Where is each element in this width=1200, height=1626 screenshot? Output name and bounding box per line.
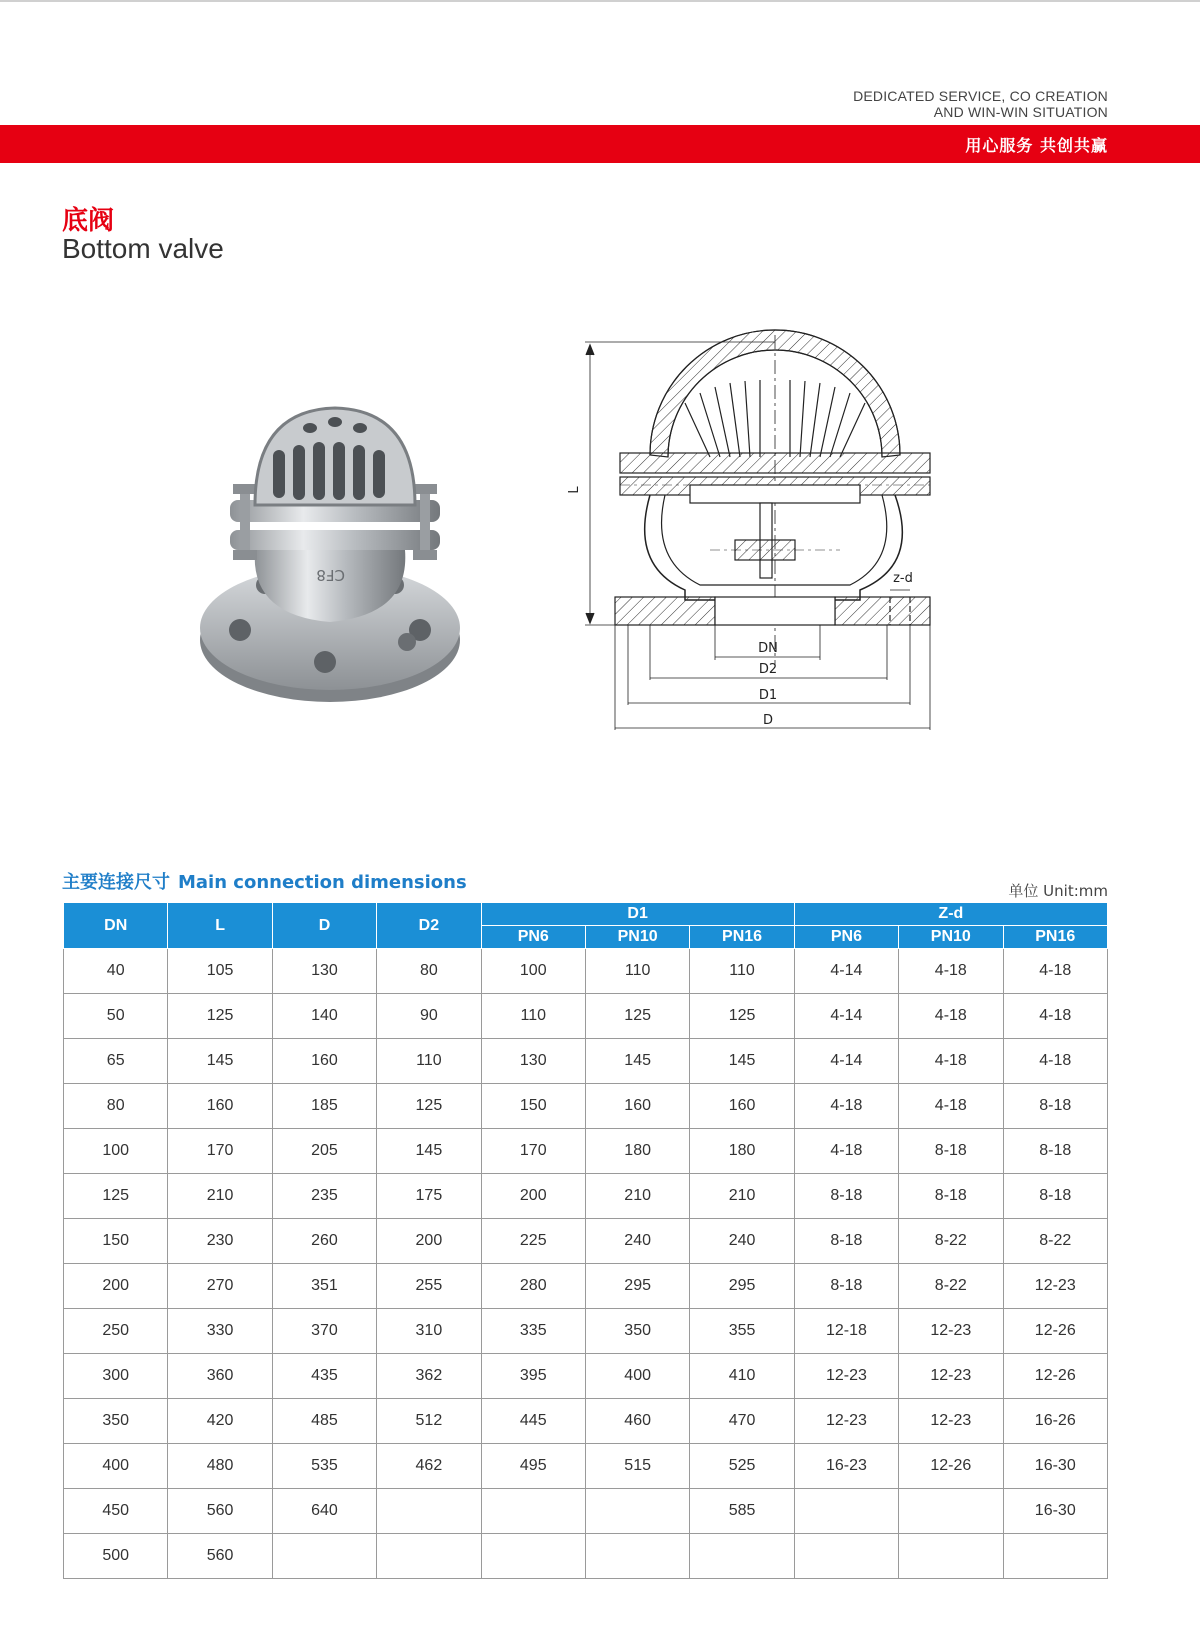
table-cell: 480: [168, 1444, 272, 1489]
table-cell: 362: [377, 1354, 481, 1399]
table-row: [64, 1534, 1108, 1579]
table-cell: 8-22: [1003, 1219, 1107, 1264]
table-cell: 400: [64, 1444, 168, 1489]
table-row: [64, 1084, 1108, 1129]
table-cell: 16-26: [1003, 1399, 1107, 1444]
table-cell: 185: [272, 1084, 376, 1129]
table-cell: 100: [64, 1129, 168, 1174]
table-cell: 12-23: [899, 1354, 1003, 1399]
table-cell: 205: [272, 1129, 376, 1174]
table-row: [64, 1129, 1108, 1174]
table-cell: 180: [690, 1129, 794, 1174]
subheader-d1-pn6: PN6: [481, 926, 585, 949]
table-cell: 160: [168, 1084, 272, 1129]
table-cell: 125: [64, 1174, 168, 1219]
table-cell: 400: [585, 1354, 689, 1399]
table-cell: 4-18: [899, 1084, 1003, 1129]
table-cell: 230: [168, 1219, 272, 1264]
table-cell: 295: [690, 1264, 794, 1309]
table-cell: 65: [64, 1039, 168, 1084]
table-cell: 12-23: [794, 1399, 898, 1444]
table-cell: 355: [690, 1309, 794, 1354]
table-cell: 40: [64, 949, 168, 994]
table-cell: 200: [64, 1264, 168, 1309]
table-cell: 8-22: [899, 1219, 1003, 1264]
table-cell: 16-23: [794, 1444, 898, 1489]
table-cell: 4-14: [794, 1039, 898, 1084]
table-cell: 535: [272, 1444, 376, 1489]
subheader-zd-pn10: PN10: [899, 926, 1003, 949]
technical-drawing: [567, 345, 980, 765]
table-cell: 130: [272, 949, 376, 994]
slogan-english-line1: DEDICATED SERVICE, CO CREATION: [853, 88, 1108, 104]
table-cell: 145: [585, 1039, 689, 1084]
table-cell: 370: [272, 1309, 376, 1354]
table-cell: 395: [481, 1354, 585, 1399]
table-row: [64, 994, 1108, 1039]
drawing-label-D: D: [762, 713, 774, 728]
table-cell: 435: [272, 1354, 376, 1399]
table-cell: 525: [690, 1444, 794, 1489]
table-cell: 210: [168, 1174, 272, 1219]
table-cell: [794, 1489, 898, 1534]
table-cell: 125: [585, 994, 689, 1039]
table-cell: 335: [481, 1309, 585, 1354]
table-cell: 110: [377, 1039, 481, 1084]
table-cell: 16-30: [1003, 1489, 1107, 1534]
table-cell: 280: [481, 1264, 585, 1309]
table-cell: 485: [272, 1399, 376, 1444]
table-cell: 80: [377, 949, 481, 994]
product-title-chinese: 底阀: [62, 206, 115, 236]
table-cell: 140: [272, 994, 376, 1039]
table-cell: 462: [377, 1444, 481, 1489]
table-row: [64, 949, 1108, 994]
table-cell: 250: [64, 1309, 168, 1354]
table-cell: 8-18: [1003, 1174, 1107, 1219]
table-cell: 12-18: [794, 1309, 898, 1354]
table-cell: 145: [168, 1039, 272, 1084]
table-cell: 350: [64, 1399, 168, 1444]
header-d: D: [272, 903, 376, 949]
subheader-d1-pn10: PN10: [585, 926, 689, 949]
table-cell: 640: [272, 1489, 376, 1534]
table-cell: 495: [481, 1444, 585, 1489]
table-row: [64, 1399, 1108, 1444]
table-cell: 8-18: [794, 1219, 898, 1264]
table-cell: 8-18: [794, 1174, 898, 1219]
header-d1: D1: [481, 903, 794, 926]
table-cell: 470: [690, 1399, 794, 1444]
subheader-zd-pn6: PN6: [794, 926, 898, 949]
table-cell: 4-18: [899, 1039, 1003, 1084]
table-cell: 145: [377, 1129, 481, 1174]
table-cell: [585, 1489, 689, 1534]
table-cell: 50: [64, 994, 168, 1039]
table-cell: [481, 1534, 585, 1579]
table-cell: [377, 1489, 481, 1534]
table-cell: 4-18: [1003, 949, 1107, 994]
table-cell: 8-18: [1003, 1084, 1107, 1129]
table-cell: 12-26: [1003, 1309, 1107, 1354]
section-title-chinese: 主要连接尺寸: [62, 872, 170, 893]
table-cell: 515: [585, 1444, 689, 1489]
table-cell: 300: [64, 1354, 168, 1399]
table-cell: 4-18: [794, 1129, 898, 1174]
table-cell: 512: [377, 1399, 481, 1444]
table-cell: 175: [377, 1174, 481, 1219]
table-cell: 170: [168, 1129, 272, 1174]
table-cell: 360: [168, 1354, 272, 1399]
table-cell: 500: [64, 1534, 168, 1579]
table-cell: 4-18: [899, 949, 1003, 994]
table-cell: 16-30: [1003, 1444, 1107, 1489]
table-cell: 240: [690, 1219, 794, 1264]
subheader-d1-pn16: PN16: [690, 926, 794, 949]
table-cell: 12-23: [1003, 1264, 1107, 1309]
table-cell: 240: [585, 1219, 689, 1264]
table-cell: [899, 1489, 1003, 1534]
table-cell: 100: [481, 949, 585, 994]
table-row: [64, 1264, 1108, 1309]
table-cell: [272, 1534, 376, 1579]
table-row: [64, 1174, 1108, 1219]
table-cell: 125: [690, 994, 794, 1039]
top-rule: [0, 0, 1200, 2]
table-cell: 125: [168, 994, 272, 1039]
table-cell: 4-14: [794, 994, 898, 1039]
product-title-english: Bottom valve: [62, 233, 224, 264]
table-cell: 4-14: [794, 949, 898, 994]
table-cell: 160: [585, 1084, 689, 1129]
table-cell: 4-18: [794, 1084, 898, 1129]
header-dn: DN: [64, 903, 168, 949]
table-cell: 160: [690, 1084, 794, 1129]
table-cell: 420: [168, 1399, 272, 1444]
table-cell: 150: [64, 1219, 168, 1264]
table-row: [64, 1039, 1108, 1084]
table-cell: 270: [168, 1264, 272, 1309]
table-cell: 460: [585, 1399, 689, 1444]
table-cell: 8-18: [794, 1264, 898, 1309]
header-d2: D2: [377, 903, 481, 949]
table-row: [64, 1489, 1108, 1534]
table-cell: 12-26: [1003, 1354, 1107, 1399]
dimensions-table-body: [64, 949, 1108, 1579]
table-cell: [690, 1534, 794, 1579]
table-cell: 110: [481, 994, 585, 1039]
slogan-english-line2: AND WIN-WIN SITUATION: [933, 104, 1108, 120]
table-cell: 200: [377, 1219, 481, 1264]
table-cell: 210: [585, 1174, 689, 1219]
table-cell: [585, 1534, 689, 1579]
subheader-zd-pn16: PN16: [1003, 926, 1107, 949]
table-cell: 8-18: [1003, 1129, 1107, 1174]
table-row: [64, 1219, 1108, 1264]
table-cell: 330: [168, 1309, 272, 1354]
table-row: [64, 1309, 1108, 1354]
slogan-english: [853, 88, 1108, 120]
drawing-label-zd: z-d: [893, 571, 913, 586]
header-zd: Z-d: [794, 903, 1107, 926]
table-cell: 12-23: [794, 1354, 898, 1399]
table-cell: 200: [481, 1174, 585, 1219]
table-cell: 12-23: [899, 1399, 1003, 1444]
table-cell: 105: [168, 949, 272, 994]
table-cell: 8-22: [899, 1264, 1003, 1309]
table-cell: [481, 1489, 585, 1534]
table-cell: [1003, 1534, 1107, 1579]
table-cell: 145: [690, 1039, 794, 1084]
table-row: [64, 1354, 1108, 1399]
drawing-label-D2: D2: [758, 662, 778, 677]
table-cell: 125: [377, 1084, 481, 1129]
photo-casting-mark: CF8: [316, 566, 345, 584]
table-cell: 4-18: [899, 994, 1003, 1039]
table-cell: 450: [64, 1489, 168, 1534]
table-cell: 255: [377, 1264, 481, 1309]
table-cell: 210: [690, 1174, 794, 1219]
table-cell: 90: [377, 994, 481, 1039]
drawing-label-D1: D1: [758, 688, 778, 703]
table-cell: 4-18: [1003, 994, 1107, 1039]
slogan-chinese: 用心服务 共创共赢: [965, 136, 1108, 155]
drawing-label-DN: DN: [758, 641, 778, 656]
table-cell: 225: [481, 1219, 585, 1264]
table-cell: 130: [481, 1039, 585, 1084]
table-cell: 585: [690, 1489, 794, 1534]
table-cell: [794, 1534, 898, 1579]
table-cell: 260: [272, 1219, 376, 1264]
table-cell: 350: [585, 1309, 689, 1354]
table-cell: 4-18: [1003, 1039, 1107, 1084]
table-cell: 235: [272, 1174, 376, 1219]
table-cell: 12-23: [899, 1309, 1003, 1354]
table-cell: 8-18: [899, 1174, 1003, 1219]
product-photo: [195, 400, 475, 720]
table-cell: 80: [64, 1084, 168, 1129]
drawing-label-L: L: [567, 486, 582, 494]
dimensions-table: [63, 902, 1108, 1579]
unit-label: 单位 Unit:mm: [1008, 882, 1108, 900]
table-cell: [899, 1534, 1003, 1579]
table-cell: 110: [585, 949, 689, 994]
table-cell: 150: [481, 1084, 585, 1129]
table-cell: 560: [168, 1534, 272, 1579]
table-cell: 295: [585, 1264, 689, 1309]
table-cell: 160: [272, 1039, 376, 1084]
table-cell: 170: [481, 1129, 585, 1174]
table-cell: 310: [377, 1309, 481, 1354]
table-cell: 12-26: [899, 1444, 1003, 1489]
dimensions-section-title: [62, 868, 467, 894]
header-l: L: [168, 903, 272, 949]
section-title-english: Main connection dimensions: [178, 872, 467, 893]
table-cell: 410: [690, 1354, 794, 1399]
table-cell: 351: [272, 1264, 376, 1309]
table-cell: [377, 1534, 481, 1579]
table-cell: 445: [481, 1399, 585, 1444]
table-cell: 180: [585, 1129, 689, 1174]
table-row: [64, 1444, 1108, 1489]
table-cell: 560: [168, 1489, 272, 1534]
table-cell: 110: [690, 949, 794, 994]
table-cell: 8-18: [899, 1129, 1003, 1174]
